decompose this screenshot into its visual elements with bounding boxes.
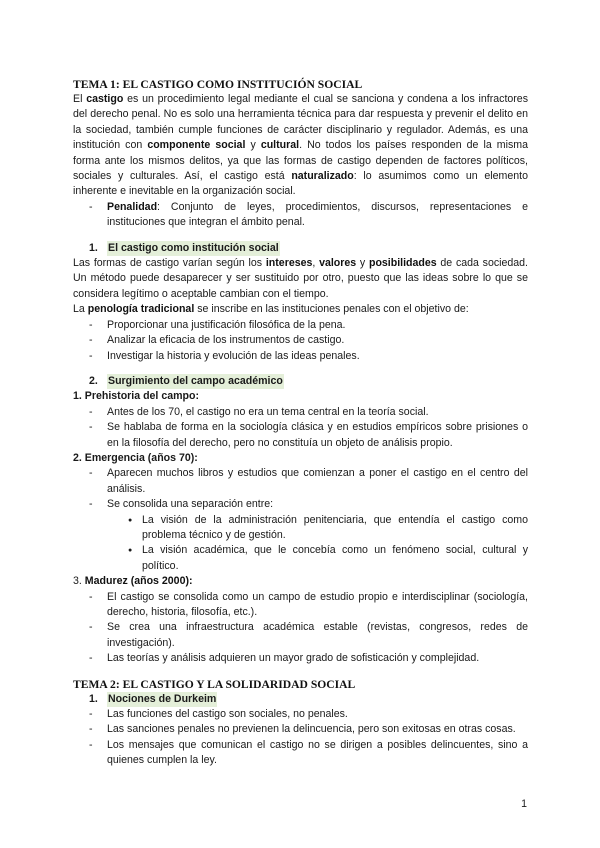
section1-list: [73, 318, 528, 364]
s1p1-term-intereses: intereses: [265, 257, 313, 270]
prehistoria-heading: 1. Prehistoria del campo:: [73, 390, 199, 403]
emergencia-heading: 2. Emergencia (años 70):: [73, 451, 198, 464]
s1p1-term-valores: valores: [319, 257, 357, 270]
penalidad-definition: [73, 200, 528, 231]
section1-title: El castigo como institución social: [107, 241, 280, 256]
penalidad-term: Penalidad: [107, 200, 158, 213]
madurez-heading: Madurez (años 2000):: [84, 575, 193, 588]
tema2-section1-number: 1.: [89, 692, 98, 705]
section2-title: Surgimiento del campo académico: [107, 374, 284, 389]
emergencia-sublist: [73, 513, 528, 575]
intro-term-naturalizado: naturalizado: [291, 170, 354, 183]
tema1-intro-paragraph: [73, 92, 528, 200]
intro-text-1: El: [73, 93, 87, 105]
intro-text-5: : lo asumimos como un elemento inherente e inevitable en la organización social.: [73, 170, 528, 198]
s1p2-text-1: La: [73, 303, 88, 316]
intro-text-4: . No todos los países responden de la misma forma ante los mismos delitos, ya que las formas de castigo dependen de factores políticos, sociales y culturales. Así, el castigo está: [73, 139, 528, 183]
list-item: - Las sanciones penales no previenen la delincuencia, pero son exitosas en otras cosas.: [73, 722, 528, 737]
list-item: - Antes de los 70, el castigo no era un tema central en la teoría social.: [73, 405, 528, 420]
list-item: - Los mensajes que comunican el castigo no se dirigen a posibles delincuentes, sino a quienes cumplen la ley.: [73, 738, 528, 769]
madurez-heading-line: [73, 574, 528, 589]
section1-paragraph-2: [73, 302, 528, 317]
section1-number: 1.: [89, 241, 98, 254]
list-item: - Se consolida una separación entre:: [73, 497, 528, 512]
section2-number: 2.: [89, 374, 98, 387]
madurez-list: [73, 590, 528, 667]
list-item: - Las funciones del castigo son sociales, no penales.: [73, 707, 528, 722]
penalidad-text: : Conjunto de leyes, procedimientos, discursos, representaciones e instituciones que integran el ámbito penal.: [107, 200, 528, 229]
prehistoria-list: [73, 405, 528, 451]
list-item: - Las teorías y análisis adquieren un mayor grado de sofisticación y complejidad.: [73, 651, 528, 666]
section1-paragraph-1: [73, 256, 528, 302]
tema2-title: TEMA 2: EL CASTIGO Y LA SOLIDARIDAD SOCIAL: [73, 677, 356, 691]
list-item: - Proporcionar una justificación filosófica de la pena.: [73, 318, 528, 333]
s1p2-term-penologia: penología tradicional: [87, 303, 195, 316]
emergencia-list: [73, 466, 528, 512]
durkeim-list: [73, 707, 528, 769]
intro-term-castigo: castigo: [86, 93, 124, 105]
list-item: - El castigo se consolida como un campo de estudio propio e interdisciplinar (sociología, derecho, historia, filosofía, etc.).: [73, 590, 528, 621]
tema2-section1-title: Nociones de Durkeim: [107, 692, 217, 707]
sub-list-item: ● La visión académica, que le concebía como un fenómeno social, cultural y político.: [73, 543, 528, 574]
tema2-section1-heading: [73, 692, 528, 707]
tema1-title: TEMA 1: EL CASTIGO COMO INSTITUCIÓN SOCIAL: [73, 78, 363, 91]
list-item: - Investigar la historia y evolución de las ideas penales.: [73, 349, 528, 364]
s1p1-text-3: y: [356, 257, 369, 270]
madurez-prefix: 3.: [73, 575, 85, 588]
document-content: [73, 77, 528, 769]
list-item: - Se hablaba de forma en la sociología clásica y en estudios empíricos sobre prisiones o en la filosofía del derecho, pero no constituía un objeto de análisis propio.: [73, 420, 528, 451]
intro-text-3: y: [245, 139, 261, 152]
sub-list-item: ● La visión de la administración penitenciaria, que entendía el castigo como problema técnico y de gestión.: [73, 513, 528, 544]
s1p1-text-4: de cada sociedad. Un método puede desaparecer y ser sustituido por otro, puesto que las ideas sobre lo que se considera legítimo o aceptable cambian con el tiempo.: [73, 257, 529, 300]
intro-term-componente-social: componente social: [147, 139, 246, 152]
s1p2-text-2: se inscribe en las instituciones penales con el objetivo de:: [194, 303, 469, 316]
list-item: - Se crea una infraestructura académica estable (revistas, congresos, redes de investigación).: [73, 620, 528, 651]
s1p1-text-2: ,: [312, 257, 320, 270]
intro-term-cultural: cultural: [260, 139, 300, 152]
section1-heading: [73, 241, 528, 256]
page-number: 1: [521, 798, 527, 810]
s1p1-term-posibilidades: posibilidades: [368, 257, 437, 270]
penalidad-list: [73, 200, 528, 231]
section2-heading: [73, 374, 528, 389]
s1p1-text-1: Las formas de castigo varían según los: [73, 257, 266, 270]
intro-text-2: es un procedimiento legal mediante el cual se sanciona y condena a los infractores del derecho penal. No es solo una herramienta técnica para dar respuesta y prevenir el delito en la sociedad, también cumple funciones de carácter disciplinario y regulador. Además, es una institución con: [73, 93, 528, 152]
list-item: - Aparecen muchos libros y estudios que comienzan a poner el castigo en el centro del análisis.: [73, 466, 528, 497]
list-item: - Analizar la eficacia de los instrumentos de castigo.: [73, 333, 528, 348]
